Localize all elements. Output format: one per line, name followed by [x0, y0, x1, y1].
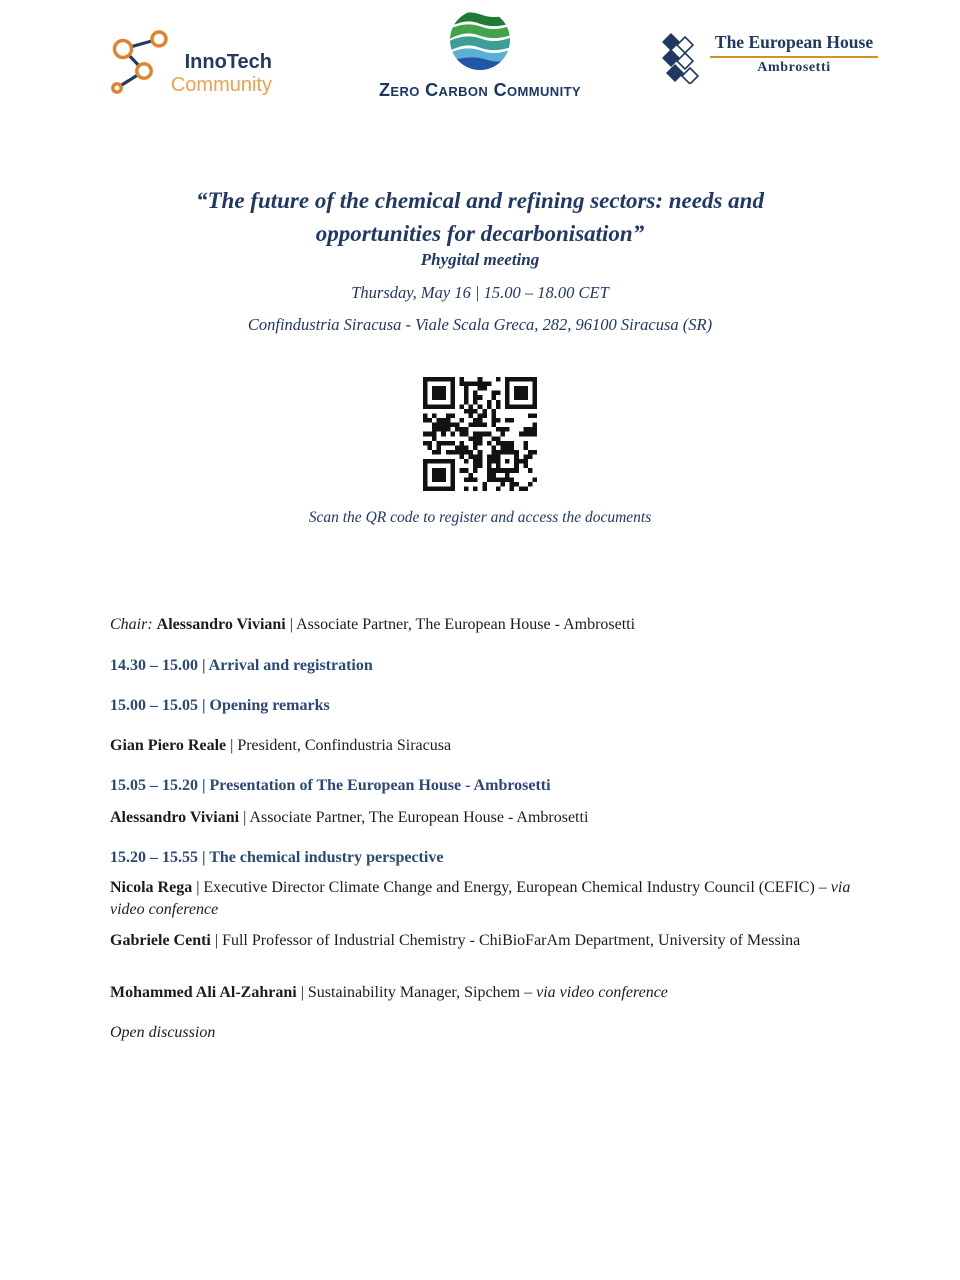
speaker-line	[110, 877, 852, 921]
speaker-role: Executive Director Climate Change and Energy, European Chemical Industry Council (CEFIC)	[203, 879, 815, 896]
speaker-note: – via video conference	[110, 879, 851, 918]
session-time: 14.30 – 15.00	[110, 657, 198, 674]
speaker-note: – via video conference	[520, 984, 668, 1001]
event-title-line2: opportunities for decarbonisation”	[315, 221, 645, 246]
event-location: Confindustria Siracusa - Viale Scala Greca, 282, 96100 Siracusa (SR)	[247, 315, 713, 334]
zero-carbon-community-logo	[379, 8, 581, 101]
speaker-name: Gian Piero Reale	[110, 737, 227, 754]
session-time: 15.05 – 15.20	[110, 777, 198, 794]
innotech-wordmark-line1: InnoTech	[184, 51, 272, 73]
globe-waves-icon	[448, 59, 512, 76]
speaker-name: Mohammed Ali Al-Zahrani	[110, 984, 297, 1001]
european-house-ambrosetti-logo	[660, 32, 878, 89]
teha-wordmark-line1: The European House	[714, 32, 874, 52]
session-heading-opening	[110, 695, 852, 717]
speaker-role: President, Confindustria Siracusa	[237, 737, 452, 754]
separator: |	[226, 737, 238, 754]
separator: |	[239, 809, 250, 826]
speaker-line	[110, 807, 852, 829]
session-time: 15.20 – 15.55	[110, 849, 198, 866]
teha-wordmark	[710, 32, 878, 76]
separator: |	[192, 879, 204, 896]
qr-caption: Scan the QR code to register and access the documents	[308, 509, 652, 526]
session-title: Opening remarks	[209, 697, 330, 714]
separator: |	[198, 777, 210, 794]
separator: |	[285, 616, 297, 633]
chair-line	[110, 614, 852, 636]
chair-name: Alessandro Viviani	[156, 616, 286, 633]
speaker-line	[110, 982, 852, 1004]
speaker-role: Associate Partner, The European House - Ambrosetti	[249, 809, 589, 826]
innotech-wordmark-line2: Community	[170, 74, 272, 96]
event-title	[0, 184, 960, 250]
session-title: Arrival and registration	[208, 657, 373, 674]
speaker-line	[110, 735, 852, 757]
separator: |	[198, 849, 210, 866]
diamond-cluster-icon	[660, 32, 702, 89]
speaker-line	[110, 930, 852, 952]
session-time: 15.00 – 15.05	[110, 697, 198, 714]
session-heading-presentation	[110, 775, 852, 797]
session-title: The chemical industry perspective	[209, 849, 444, 866]
open-discussion: Open discussion	[110, 1024, 216, 1041]
speaker-role: Full Professor of Industrial Chemistry - ChiBioFarAm Department, University of Messina	[222, 932, 801, 949]
separator: |	[198, 657, 209, 674]
separator: |	[198, 697, 210, 714]
event-title-line1: “The future of the chemical and refining sectors: needs and	[196, 188, 764, 213]
speaker-name: Nicola Rega	[110, 879, 193, 896]
speaker-name: Alessandro Viviani	[110, 809, 240, 826]
chair-role: Associate Partner, The European House - Ambrosetti	[296, 616, 636, 633]
chair-label: Chair:	[110, 616, 157, 633]
qr-code	[423, 377, 537, 491]
separator: |	[296, 984, 308, 1001]
speaker-name: Gabriele Centi	[110, 932, 211, 949]
event-datetime: Thursday, May 16 | 15.00 – 18.00 CET	[351, 283, 609, 302]
innotech-wordmark	[162, 51, 272, 97]
speaker-role: Sustainability Manager, Sipchem	[307, 984, 521, 1001]
innotech-community-logo	[108, 27, 278, 103]
teha-divider	[710, 56, 878, 58]
session-title: Presentation of The European House - Ambrosetti	[209, 777, 551, 794]
session-heading-chemical-industry	[110, 847, 852, 869]
separator: |	[210, 932, 223, 949]
teha-wordmark-line2: Ambrosetti	[757, 60, 831, 75]
zero-carbon-wordmark: Zero Carbon Community	[378, 80, 582, 100]
session-heading-arrival	[110, 655, 852, 677]
event-subtitle: Phygital meeting	[420, 250, 540, 269]
